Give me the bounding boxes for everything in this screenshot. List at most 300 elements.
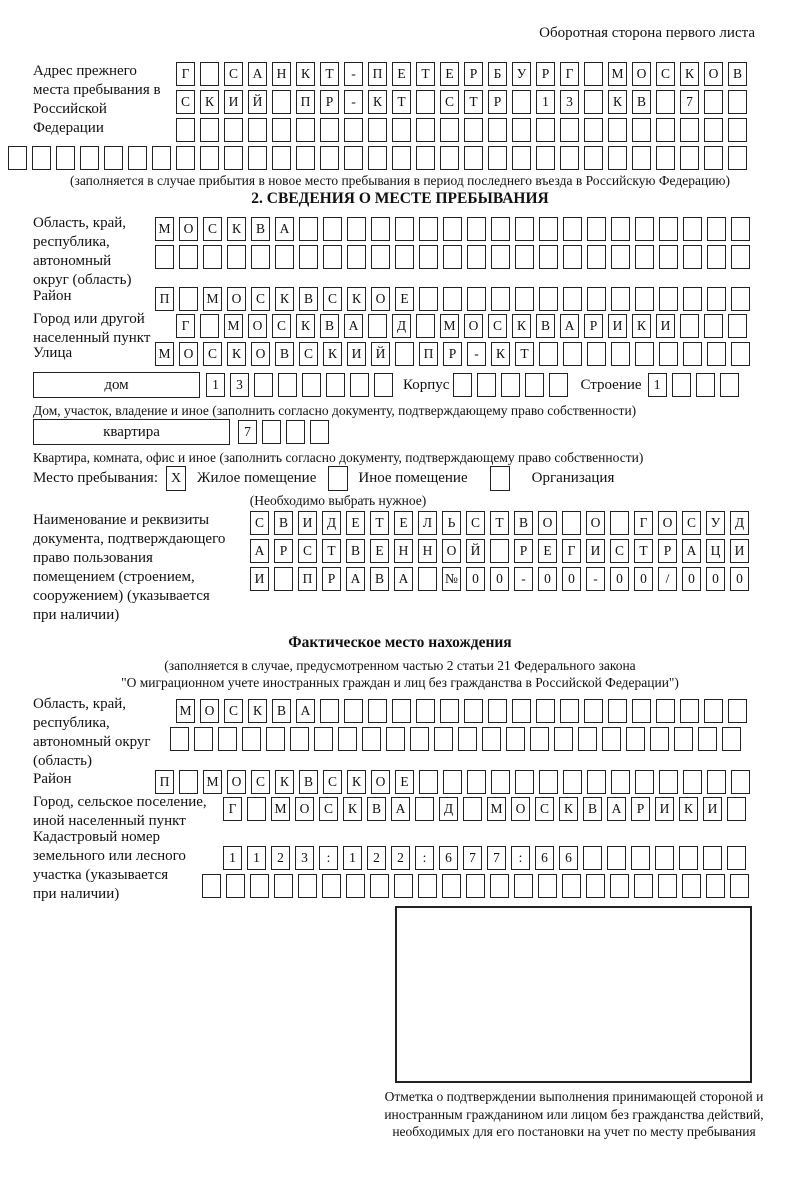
char-box[interactable]: Г — [176, 314, 195, 338]
char-box[interactable]: П — [155, 770, 174, 794]
char-box[interactable]: В — [299, 770, 318, 794]
char-box[interactable] — [501, 373, 520, 397]
char-box[interactable]: П — [419, 342, 438, 366]
char-box[interactable]: Р — [464, 62, 483, 86]
char-box[interactable]: Б — [488, 62, 507, 86]
char-box[interactable] — [563, 770, 582, 794]
char-box[interactable] — [392, 699, 411, 723]
char-box[interactable]: Т — [634, 539, 653, 563]
char-box[interactable]: К — [368, 90, 387, 114]
char-box[interactable]: 0 — [682, 567, 701, 591]
char-box[interactable] — [176, 146, 195, 170]
char-box[interactable] — [272, 90, 291, 114]
char-box[interactable]: О — [248, 314, 267, 338]
char-box[interactable] — [155, 245, 174, 269]
char-box[interactable]: Т — [515, 342, 534, 366]
char-box[interactable]: Д — [392, 314, 411, 338]
char-box[interactable] — [179, 770, 198, 794]
char-box[interactable] — [368, 699, 387, 723]
char-box[interactable] — [683, 342, 702, 366]
char-box[interactable] — [443, 217, 462, 241]
char-box[interactable] — [514, 874, 533, 898]
char-box[interactable] — [539, 342, 558, 366]
char-box[interactable] — [286, 420, 305, 444]
char-box[interactable] — [347, 217, 366, 241]
char-box[interactable]: И — [703, 797, 722, 821]
char-box[interactable] — [659, 770, 678, 794]
char-box[interactable]: С — [656, 62, 675, 86]
char-box[interactable]: О — [586, 511, 605, 535]
char-box[interactable]: С — [251, 287, 270, 311]
char-box[interactable]: И — [656, 314, 675, 338]
char-box[interactable] — [587, 245, 606, 269]
char-box[interactable]: Е — [538, 539, 557, 563]
char-box[interactable] — [704, 699, 723, 723]
char-box[interactable]: 1 — [648, 373, 667, 397]
char-box[interactable]: С — [251, 770, 270, 794]
char-box[interactable]: - — [467, 342, 486, 366]
char-box[interactable]: А — [682, 539, 701, 563]
char-box[interactable] — [635, 770, 654, 794]
char-box[interactable]: С — [323, 770, 342, 794]
char-box[interactable]: 6 — [535, 846, 554, 870]
char-box[interactable]: И — [224, 90, 243, 114]
char-box[interactable] — [296, 118, 315, 142]
char-box[interactable] — [584, 90, 603, 114]
char-box[interactable] — [395, 342, 414, 366]
char-box[interactable] — [278, 373, 297, 397]
char-box[interactable] — [515, 217, 534, 241]
char-box[interactable] — [707, 287, 726, 311]
char-box[interactable]: 1 — [247, 846, 266, 870]
char-box[interactable] — [680, 146, 699, 170]
char-box[interactable]: М — [155, 342, 174, 366]
char-box[interactable]: 0 — [490, 567, 509, 591]
char-box[interactable] — [704, 90, 723, 114]
char-box[interactable] — [434, 727, 453, 751]
char-box[interactable] — [416, 699, 435, 723]
char-box[interactable] — [728, 90, 747, 114]
char-box[interactable] — [490, 539, 509, 563]
char-box[interactable] — [682, 874, 701, 898]
char-box[interactable]: О — [371, 770, 390, 794]
char-box[interactable] — [488, 118, 507, 142]
char-box[interactable] — [722, 727, 741, 751]
char-box[interactable]: О — [704, 62, 723, 86]
char-box[interactable] — [731, 287, 750, 311]
char-box[interactable] — [464, 118, 483, 142]
char-box[interactable]: М — [271, 797, 290, 821]
char-box[interactable] — [680, 314, 699, 338]
char-box[interactable]: 3 — [560, 90, 579, 114]
char-box[interactable] — [453, 373, 472, 397]
char-box[interactable] — [128, 146, 147, 170]
char-box[interactable] — [394, 874, 413, 898]
char-box[interactable] — [707, 770, 726, 794]
char-box[interactable]: 0 — [634, 567, 653, 591]
char-box[interactable]: Г — [634, 511, 653, 535]
char-box[interactable] — [350, 373, 369, 397]
char-box[interactable] — [419, 245, 438, 269]
char-box[interactable]: В — [367, 797, 386, 821]
char-box[interactable] — [728, 118, 747, 142]
char-box[interactable] — [650, 727, 669, 751]
char-box[interactable]: И — [730, 539, 749, 563]
char-box[interactable]: К — [200, 90, 219, 114]
char-box[interactable] — [247, 797, 266, 821]
char-box[interactable] — [562, 511, 581, 535]
char-box[interactable] — [464, 699, 483, 723]
char-box[interactable] — [634, 874, 653, 898]
char-box[interactable] — [728, 699, 747, 723]
char-box[interactable] — [463, 797, 482, 821]
char-box[interactable] — [679, 846, 698, 870]
char-box[interactable] — [344, 699, 363, 723]
char-box[interactable] — [587, 287, 606, 311]
char-box[interactable] — [152, 146, 171, 170]
char-box[interactable]: Т — [322, 539, 341, 563]
char-box[interactable] — [254, 373, 273, 397]
char-box[interactable]: К — [679, 797, 698, 821]
char-box[interactable] — [416, 146, 435, 170]
char-box[interactable]: 1 — [206, 373, 225, 397]
char-box[interactable] — [536, 118, 555, 142]
char-box[interactable] — [515, 770, 534, 794]
char-box[interactable]: О — [464, 314, 483, 338]
char-box[interactable]: Т — [370, 511, 389, 535]
char-box[interactable] — [549, 373, 568, 397]
char-box[interactable]: С — [610, 539, 629, 563]
char-box[interactable]: К — [227, 342, 246, 366]
char-box[interactable]: 7 — [487, 846, 506, 870]
char-box[interactable] — [707, 342, 726, 366]
char-box[interactable] — [635, 217, 654, 241]
char-box[interactable] — [299, 217, 318, 241]
char-box[interactable] — [538, 874, 557, 898]
char-box[interactable] — [179, 287, 198, 311]
char-box[interactable] — [515, 245, 534, 269]
char-box[interactable]: У — [706, 511, 725, 535]
char-box[interactable] — [536, 146, 555, 170]
char-box[interactable]: С — [298, 539, 317, 563]
char-box[interactable] — [477, 373, 496, 397]
char-box[interactable]: А — [391, 797, 410, 821]
char-box[interactable] — [563, 245, 582, 269]
char-box[interactable] — [440, 146, 459, 170]
char-box[interactable] — [326, 373, 345, 397]
char-box[interactable]: Р — [443, 342, 462, 366]
char-box[interactable] — [635, 287, 654, 311]
char-box[interactable] — [443, 770, 462, 794]
char-box[interactable] — [728, 314, 747, 338]
char-box[interactable]: Т — [464, 90, 483, 114]
char-box[interactable]: О — [179, 217, 198, 241]
char-box[interactable]: В — [632, 90, 651, 114]
char-box[interactable]: С — [299, 342, 318, 366]
char-box[interactable] — [176, 118, 195, 142]
char-box[interactable]: А — [344, 314, 363, 338]
char-box[interactable]: 7 — [463, 846, 482, 870]
char-box[interactable] — [443, 287, 462, 311]
char-box[interactable] — [418, 567, 437, 591]
char-box[interactable]: М — [176, 699, 195, 723]
char-box[interactable]: С — [272, 314, 291, 338]
char-box[interactable] — [560, 699, 579, 723]
char-box[interactable] — [656, 699, 675, 723]
char-box[interactable]: В — [320, 314, 339, 338]
char-box[interactable] — [395, 245, 414, 269]
char-box[interactable]: О — [371, 287, 390, 311]
char-box[interactable] — [80, 146, 99, 170]
char-box[interactable]: Т — [490, 511, 509, 535]
char-box[interactable]: К — [227, 217, 246, 241]
char-box[interactable] — [698, 727, 717, 751]
char-box[interactable] — [683, 287, 702, 311]
char-box[interactable] — [419, 770, 438, 794]
char-box[interactable]: А — [250, 539, 269, 563]
char-box[interactable] — [320, 699, 339, 723]
char-box[interactable] — [610, 511, 629, 535]
char-box[interactable] — [203, 245, 222, 269]
char-box[interactable] — [680, 699, 699, 723]
char-box[interactable] — [227, 245, 246, 269]
char-box[interactable] — [368, 146, 387, 170]
char-box[interactable]: Е — [440, 62, 459, 86]
char-box[interactable]: К — [296, 62, 315, 86]
char-box[interactable] — [512, 146, 531, 170]
char-box[interactable]: Е — [392, 62, 411, 86]
char-box[interactable] — [415, 797, 434, 821]
char-box[interactable] — [658, 874, 677, 898]
char-box[interactable]: Р — [488, 90, 507, 114]
char-box[interactable]: А — [275, 217, 294, 241]
char-box[interactable] — [272, 146, 291, 170]
char-box[interactable] — [248, 118, 267, 142]
char-box[interactable]: Н — [394, 539, 413, 563]
char-box[interactable]: К — [491, 342, 510, 366]
char-box[interactable] — [608, 699, 627, 723]
char-box[interactable]: М — [224, 314, 243, 338]
char-box[interactable]: 1 — [223, 846, 242, 870]
char-box[interactable]: О — [538, 511, 557, 535]
char-box[interactable]: О — [227, 287, 246, 311]
char-box[interactable]: В — [514, 511, 533, 535]
char-box[interactable]: 2 — [391, 846, 410, 870]
checkbox-other-premises[interactable] — [328, 466, 348, 491]
char-box[interactable]: С — [535, 797, 554, 821]
char-box[interactable] — [491, 770, 510, 794]
char-box[interactable]: В — [299, 287, 318, 311]
char-box[interactable] — [371, 217, 390, 241]
char-box[interactable]: К — [632, 314, 651, 338]
char-box[interactable]: А — [248, 62, 267, 86]
char-box[interactable] — [467, 217, 486, 241]
char-box[interactable]: 6 — [439, 846, 458, 870]
char-box[interactable]: К — [275, 770, 294, 794]
char-box[interactable]: О — [632, 62, 651, 86]
char-box[interactable] — [655, 846, 674, 870]
char-box[interactable] — [563, 287, 582, 311]
char-box[interactable] — [611, 342, 630, 366]
char-box[interactable]: 1 — [343, 846, 362, 870]
char-box[interactable]: Г — [560, 62, 579, 86]
char-box[interactable]: Д — [439, 797, 458, 821]
char-box[interactable]: И — [586, 539, 605, 563]
char-box[interactable]: С — [682, 511, 701, 535]
char-box[interactable]: В — [274, 511, 293, 535]
char-box[interactable]: Г — [223, 797, 242, 821]
char-box[interactable] — [683, 217, 702, 241]
char-box[interactable]: В — [272, 699, 291, 723]
char-box[interactable] — [525, 373, 544, 397]
char-box[interactable] — [607, 846, 626, 870]
char-box[interactable]: Р — [514, 539, 533, 563]
char-box[interactable] — [466, 874, 485, 898]
char-box[interactable] — [266, 727, 285, 751]
char-box[interactable] — [224, 146, 243, 170]
char-box[interactable]: 0 — [538, 567, 557, 591]
char-box[interactable] — [464, 146, 483, 170]
char-box[interactable] — [344, 146, 363, 170]
char-box[interactable] — [659, 245, 678, 269]
char-box[interactable] — [218, 727, 237, 751]
char-box[interactable] — [482, 727, 501, 751]
char-box[interactable] — [611, 217, 630, 241]
char-box[interactable] — [104, 146, 123, 170]
char-box[interactable]: Е — [370, 539, 389, 563]
char-box[interactable] — [416, 118, 435, 142]
char-box[interactable]: С — [488, 314, 507, 338]
char-box[interactable]: - — [514, 567, 533, 591]
char-box[interactable]: Р — [658, 539, 677, 563]
char-box[interactable] — [419, 217, 438, 241]
char-box[interactable] — [392, 118, 411, 142]
char-box[interactable]: В — [536, 314, 555, 338]
char-box[interactable]: О — [442, 539, 461, 563]
char-box[interactable] — [491, 287, 510, 311]
char-box[interactable]: Е — [394, 511, 413, 535]
char-box[interactable]: Г — [176, 62, 195, 86]
char-box[interactable] — [374, 373, 393, 397]
char-box[interactable]: К — [512, 314, 531, 338]
char-box[interactable] — [344, 118, 363, 142]
char-box[interactable] — [302, 373, 321, 397]
char-box[interactable]: Ц — [706, 539, 725, 563]
char-box[interactable] — [584, 62, 603, 86]
char-box[interactable] — [310, 420, 329, 444]
char-box[interactable]: С — [319, 797, 338, 821]
char-box[interactable] — [418, 874, 437, 898]
char-box[interactable] — [530, 727, 549, 751]
char-box[interactable]: - — [344, 62, 363, 86]
char-box[interactable]: С — [203, 217, 222, 241]
char-box[interactable] — [554, 727, 573, 751]
char-box[interactable]: Ь — [442, 511, 461, 535]
char-box[interactable] — [632, 146, 651, 170]
char-box[interactable]: А — [560, 314, 579, 338]
char-box[interactable]: И — [298, 511, 317, 535]
char-box[interactable]: Л — [418, 511, 437, 535]
char-box[interactable]: П — [155, 287, 174, 311]
char-box[interactable] — [704, 314, 723, 338]
char-box[interactable]: М — [155, 217, 174, 241]
char-box[interactable]: 3 — [295, 846, 314, 870]
char-box[interactable]: В — [728, 62, 747, 86]
char-box[interactable] — [262, 420, 281, 444]
char-box[interactable]: Т — [416, 62, 435, 86]
char-box[interactable] — [680, 118, 699, 142]
char-box[interactable] — [467, 245, 486, 269]
char-box[interactable] — [706, 874, 725, 898]
char-box[interactable]: Н — [418, 539, 437, 563]
char-box[interactable]: К — [275, 287, 294, 311]
char-box[interactable]: Р — [322, 567, 341, 591]
char-box[interactable]: 0 — [466, 567, 485, 591]
char-box[interactable] — [584, 118, 603, 142]
char-box[interactable] — [730, 874, 749, 898]
char-box[interactable] — [467, 287, 486, 311]
char-box[interactable]: А — [296, 699, 315, 723]
char-box[interactable] — [512, 699, 531, 723]
char-box[interactable]: 2 — [367, 846, 386, 870]
char-box[interactable]: М — [203, 287, 222, 311]
char-box[interactable] — [656, 146, 675, 170]
char-box[interactable]: О — [658, 511, 677, 535]
char-box[interactable]: И — [608, 314, 627, 338]
char-box[interactable] — [563, 217, 582, 241]
char-box[interactable] — [224, 118, 243, 142]
char-box[interactable]: А — [394, 567, 413, 591]
char-box[interactable]: И — [250, 567, 269, 591]
char-box[interactable] — [512, 118, 531, 142]
char-box[interactable] — [242, 727, 261, 751]
char-box[interactable] — [696, 373, 715, 397]
char-box[interactable] — [610, 874, 629, 898]
char-box[interactable] — [659, 342, 678, 366]
char-box[interactable]: Р — [631, 797, 650, 821]
char-box[interactable] — [586, 874, 605, 898]
char-box[interactable] — [200, 62, 219, 86]
char-box[interactable]: 7 — [680, 90, 699, 114]
char-box[interactable] — [272, 118, 291, 142]
char-box[interactable]: Е — [346, 511, 365, 535]
char-box[interactable]: О — [295, 797, 314, 821]
char-box[interactable] — [731, 342, 750, 366]
char-box[interactable] — [632, 699, 651, 723]
char-box[interactable]: 3 — [230, 373, 249, 397]
char-box[interactable] — [704, 118, 723, 142]
char-box[interactable]: С — [466, 511, 485, 535]
char-box[interactable] — [296, 146, 315, 170]
char-box[interactable] — [56, 146, 75, 170]
char-box[interactable] — [440, 118, 459, 142]
char-box[interactable]: В — [346, 539, 365, 563]
char-box[interactable]: М — [440, 314, 459, 338]
char-box[interactable]: В — [251, 217, 270, 241]
char-box[interactable]: А — [346, 567, 365, 591]
char-box[interactable]: : — [415, 846, 434, 870]
char-box[interactable]: Р — [536, 62, 555, 86]
char-box[interactable] — [611, 245, 630, 269]
char-box[interactable]: 0 — [562, 567, 581, 591]
char-box[interactable]: Р — [274, 539, 293, 563]
char-box[interactable] — [416, 90, 435, 114]
char-box[interactable] — [274, 874, 293, 898]
char-box[interactable]: В — [370, 567, 389, 591]
char-box[interactable]: 0 — [730, 567, 749, 591]
char-box[interactable] — [368, 118, 387, 142]
char-box[interactable] — [442, 874, 461, 898]
